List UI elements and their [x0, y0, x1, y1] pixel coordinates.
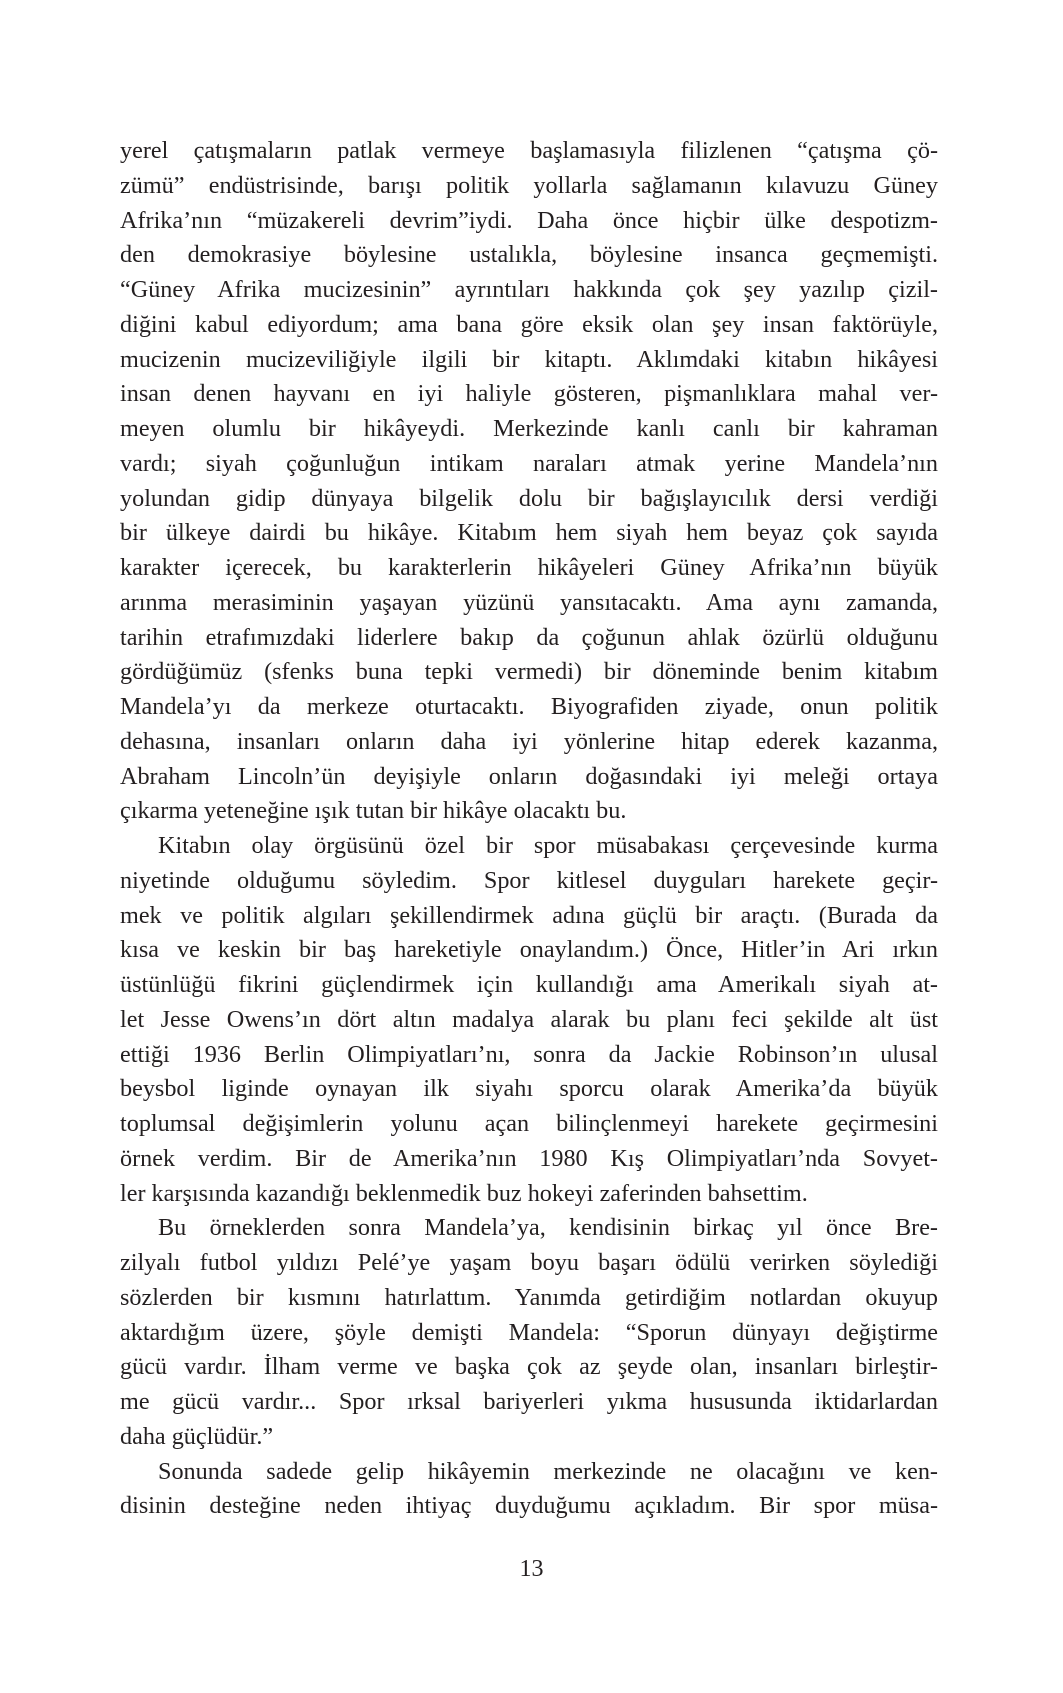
text-line: karakter içerecek, bu karakterlerin hikâyeleri Güney Afrika’nın büyük [120, 554, 938, 581]
text-line: insan denen hayvanı en iyi haliyle gösteren, pişmanlıklara mahal ver- [120, 380, 938, 408]
text-line: Afrika’nın “müzakereli devrim”iydi. Daha önce hiçbir ülke despotizm- [120, 206, 938, 234]
text-line: Mandela’yı da merkeze oturtacaktı. Biyografiden ziyade, onun politik [120, 693, 938, 720]
text-line: toplumsal değişimlerin yolunu açan bilinçlenmeyi harekete geçirmesini [120, 1110, 938, 1137]
text-line: yerel çatışmaların patlak vermeye başlamasıyla filizlenen “çatışma çö- [120, 137, 938, 164]
text-line: “Güney Afrika mucizesinin” ayrıntıları hakkında çok şey yazılıp çizil- [120, 276, 938, 303]
text-line: dehasına, insanları onların daha iyi yönlerine hitap ederek kazanma, [120, 727, 938, 755]
text-line: niyetinde olduğumu söyledim. Spor kitlesel duyguları harekete geçir- [120, 866, 938, 894]
text-line: vardı; siyah çoğunluğun intikam naraları atmak yerine Mandela’nın [120, 449, 938, 477]
text-line: zümü” endüstrisinde, barışı politik yollarla sağlamanın kılavuzu Güney [120, 171, 938, 199]
text-line: çıkarma yeteneğine ışık tutan bir hikâye olacaktı bu. [120, 797, 627, 825]
text-line: gördüğümüz (sfenks buna tepki vermedi) bir döneminde benim kitabım [120, 658, 938, 686]
text-line: örnek verdim. Bir de Amerika’nın 1980 Kış Olimpiyatları’nda Sovyet- [120, 1144, 938, 1172]
text-line: diğini kabul ediyordum; ama bana göre eksik olan şey insan faktörüyle, [120, 310, 938, 338]
text-line: bir ülkeye dairdi bu hikâye. Kitabım hem siyah hem beyaz çok sayıda [120, 519, 938, 547]
text-line: yolundan gidip dünyaya bilgelik dolu bir bağışlayıcılık dersi verdiği [120, 484, 938, 512]
text-line: Kitabın olay örgüsünü özel bir spor müsabakası çerçevesinde kurma [158, 832, 938, 859]
text-line: disinin desteğine neden ihtiyaç duyduğumu açıkladım. Bir spor müsa- [120, 1492, 938, 1520]
text-line: beysbol liginde oynayan ilk siyahı sporcu olarak Amerika’da büyük [120, 1075, 938, 1103]
text-line: zilyalı futbol yıldızı Pelé’ye yaşam boyu başarı ödülü verirken söylediği [120, 1249, 938, 1276]
page-number: 13 [519, 1556, 544, 1582]
text-line: den demokrasiye böylesine ustalıkla, böylesine insanca geçmemişti. [120, 241, 938, 269]
text-line: arınma merasiminin yaşayan yüzünü yansıtacaktı. Ama aynı zamanda, [120, 588, 938, 616]
text-line: meyen olumlu bir hikâyeydi. Merkezinde kanlı canlı bir kahraman [120, 415, 938, 442]
text-line: gücü vardır. İlham verme ve başka çok az şeyde olan, insanları birleştir- [120, 1353, 938, 1381]
text-line: ettiği 1936 Berlin Olimpiyatları’nı, sonra da Jackie Robinson’ın ulusal [120, 1040, 938, 1068]
text-line: kısa ve keskin bir baş hareketiyle onaylandım.) Önce, Hitler’in Ari ırkın [120, 936, 938, 964]
text-line: tarihin etrafımızdaki liderlere bakıp da çoğunun ahlak özürlü olduğunu [120, 623, 938, 651]
text-line: mek ve politik algıları şekillendirmek adına güçlü bir araçtı. (Burada da [120, 901, 938, 929]
text-line: me gücü vardır... Spor ırksal bariyerleri yıkma hususunda iktidarlardan [120, 1388, 938, 1415]
text-line: Bu örneklerden sonra Mandela’ya, kendisinin birkaç yıl önce Bre- [158, 1214, 938, 1242]
text-line: Abraham Lincoln’ün deyişiyle onların doğasındaki iyi meleği ortaya [120, 762, 938, 790]
text-line: let Jesse Owens’ın dört altın madalya alarak bu planı feci şekilde alt üst [120, 1005, 938, 1033]
text-line: Sonunda sadede gelip hikâyemin merkezinde ne olacağını ve ken- [158, 1457, 938, 1485]
text-line: mucizenin mucizeviliğiyle ilgili bir kitaptı. Aklımdaki kitabın hikâyesi [120, 345, 938, 373]
text-line: üstünlüğü fikrini güçlendirmek için kullandığı ama Amerikalı siyah at- [120, 971, 938, 998]
text-line: ler karşısında kazandığı beklenmedik buz hokeyi zaferinden bahsettim. [120, 1179, 808, 1207]
text-line: daha güçlüdür.” [120, 1422, 274, 1450]
text-line: aktardığım üzere, şöyle demişti Mandela: “Sporun dünyayı değiştirme [120, 1318, 938, 1346]
text-line: sözlerden bir kısmını hatırlattım. Yanımda getirdiğim notlardan okuyup [120, 1283, 938, 1311]
body-text [120, 134, 938, 1524]
